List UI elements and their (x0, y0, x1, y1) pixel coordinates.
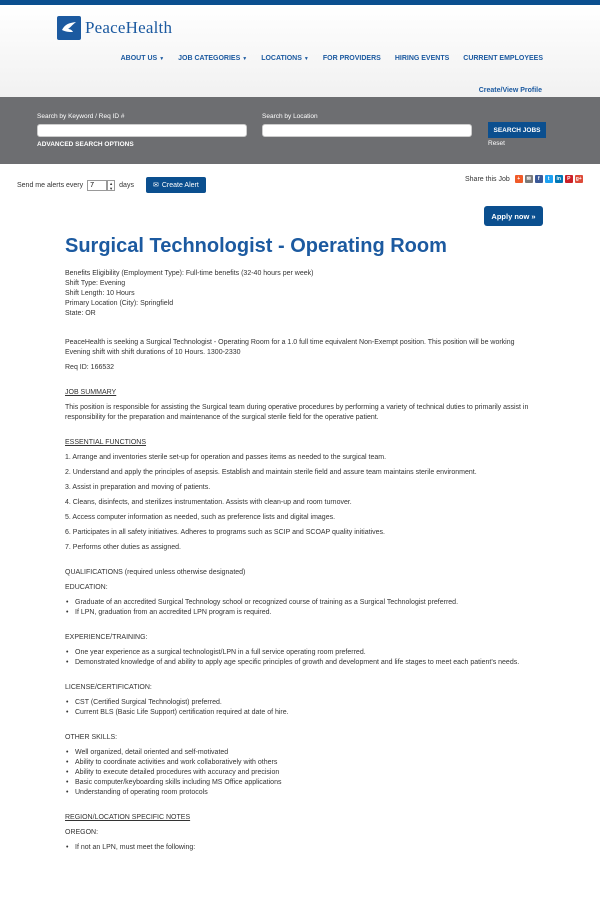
list-item: • Understanding of operating room protocols (75, 788, 530, 798)
list-item: • Current BLS (Basic Life Support) certification required at date of hire. (75, 708, 530, 718)
brand-name: PeaceHealth (85, 18, 173, 37)
intro-text: PeaceHealth is seeking a Surgical Technologist - Operating Room for a 1.0 full time equivalent Non-Exempt position. This position will be working Evening shift with shift durations of 10 Hours. 1300-2330 (65, 339, 515, 356)
qualifications-heading: QUALIFICATIONS (required unless otherwise designated) (65, 569, 246, 576)
dove-icon (57, 16, 81, 40)
keyword-input[interactable] (37, 124, 247, 137)
apply-now-button[interactable]: Apply now » (484, 206, 543, 226)
nav-locations[interactable]: LOCATIONS ▼ (261, 55, 309, 62)
meta-line: Primary Location (City): Springfield (65, 300, 174, 307)
nav-hiring-events[interactable]: HIRING EVENTS (394, 55, 450, 62)
search-jobs-button[interactable]: SEARCH JOBS (488, 122, 546, 138)
meta-line: Shift Length: 10 Hours (65, 290, 135, 297)
essential-item: 5. Access computer information as needed, such as preference lists and digital images. (65, 514, 336, 521)
list-item: • Well organized, detail oriented and self-motivated (75, 748, 530, 758)
caret-down-icon: ▼ (242, 56, 248, 62)
job-alerts (17, 177, 206, 193)
location-input[interactable] (262, 124, 472, 137)
twitter-icon[interactable]: t (545, 175, 553, 183)
location-label: Search by Location (262, 113, 318, 120)
region-notes-heading: REGION/LOCATION SPECIFIC NOTES (65, 814, 191, 821)
license-list (75, 698, 530, 718)
list-item: • CST (Certified Surgical Technologist) preferred. (75, 698, 530, 708)
essential-item: 4. Cleans, disinfects, and sterilizes instrumentation. Assists with clean-up and room turnover. (65, 499, 352, 506)
job-summary-heading: JOB SUMMARY (65, 389, 117, 396)
share-plus-icon[interactable]: + (515, 175, 523, 183)
list-item: • Graduate of an accredited Surgical Technology school or recognized course of training as a Surgical Technologist preferred. (75, 598, 530, 608)
experience-heading: EXPERIENCE/TRAINING: (65, 634, 148, 641)
essential-item: 7. Performs other duties as assigned. (65, 544, 181, 551)
nav-job-categories[interactable]: JOB CATEGORIES ▼ (178, 55, 248, 62)
essential-item: 2. Understand and apply the principles of asepsis. Establish and maintain sterile field and assure team maintains sterile environment. (65, 469, 477, 476)
list-item: • If LPN, graduation from an accredited LPN program is required. (75, 608, 530, 618)
meta-line: State: OR (65, 310, 96, 317)
email-share-icon[interactable]: ✉ (526, 176, 531, 182)
other-skills-heading: OTHER SKILLS: (65, 734, 118, 741)
job-title: Surgical Technologist - Operating Room (65, 235, 447, 257)
facebook-icon[interactable]: f (535, 175, 543, 183)
google-plus-icon[interactable]: g+ (575, 176, 582, 182)
license-heading: LICENSE/CERTIFICATION: (65, 684, 152, 691)
pinterest-icon[interactable]: P (565, 175, 573, 183)
nav-about-us[interactable]: ABOUT US ▼ (120, 55, 165, 62)
list-item: • Demonstrated knowledge of and ability to apply age specific principles of growth and development and life stages to meet each patient's needs. (75, 658, 530, 668)
share-label: Share this Job (465, 175, 510, 183)
oregon-heading: OREGON: (65, 829, 99, 836)
meta-line: Shift Type: Evening (65, 280, 126, 287)
list-item: • Basic computer/keyboarding skills including MS Office applications (75, 778, 530, 788)
advanced-search-link[interactable]: ADVANCED SEARCH OPTIONS (37, 141, 134, 148)
create-view-profile-link[interactable]: Create/View Profile (478, 87, 542, 94)
list-item: • Ability to coordinate activities and work collaboratively with others (75, 758, 530, 768)
caret-down-icon: ▼ (159, 56, 165, 62)
education-heading: EDUCATION: (65, 584, 108, 591)
site-header (0, 5, 600, 97)
list-item: • If not an LPN, must meet the following: (75, 843, 530, 853)
alerts-prefix: Send me alerts every (17, 181, 84, 189)
nav-for-providers[interactable]: FOR PROVIDERS (322, 55, 381, 62)
job-summary-text: This position is responsible for assisting the Surgical team during operative procedures by performing a variety of technical duties to primarily assist in responsibility for the preparation and maintenance of the surgical sterile field for the operative patient. (65, 404, 529, 421)
alerts-suffix: days (119, 181, 134, 189)
job-description (65, 269, 530, 853)
list-item: • One year experience as a surgical technologist/LPN in a full service operating room preferred. (75, 648, 530, 658)
req-id: Req ID: 166532 (65, 364, 115, 371)
meta-line: Benefits Eligibility (Employment Type): Full-time benefits (32-40 hours per week) (65, 270, 314, 277)
main-nav (121, 55, 543, 62)
essential-item: 6. Participates in all safety initiatives. Adheres to programs such as SCIP and SCOAP quality initiatives. (65, 529, 385, 536)
nav-current-employees[interactable]: CURRENT EMPLOYEES (463, 55, 543, 62)
experience-list (75, 648, 530, 668)
caret-down-icon: ▼ (303, 56, 309, 62)
create-alert-button[interactable]: ✉ Create Alert (146, 177, 206, 193)
envelope-icon: ✉ (152, 182, 159, 189)
linkedin-icon[interactable]: in (556, 176, 561, 182)
essential-item: 3. Assist in preparation and moving of patients. (65, 484, 211, 491)
share-this-job (465, 175, 583, 183)
list-item: • Ability to execute detailed procedures with accuracy and precision (75, 768, 530, 778)
days-spinner[interactable]: ▲ ▼ (107, 180, 115, 191)
keyword-label: Search by Keyword / Req ID # (37, 113, 125, 120)
essential-functions-heading: ESSENTIAL FUNCTIONS (65, 439, 147, 446)
peacehealth-logo[interactable] (57, 16, 172, 40)
reset-link[interactable]: Reset (488, 140, 505, 147)
alert-days-input[interactable] (87, 180, 107, 191)
education-list (75, 598, 530, 618)
essential-item: 1. Arrange and inventories sterile set-up for operation and passes items as needed to the surgical team. (65, 454, 387, 461)
other-skills-list (75, 748, 530, 798)
oregon-list (75, 843, 530, 853)
